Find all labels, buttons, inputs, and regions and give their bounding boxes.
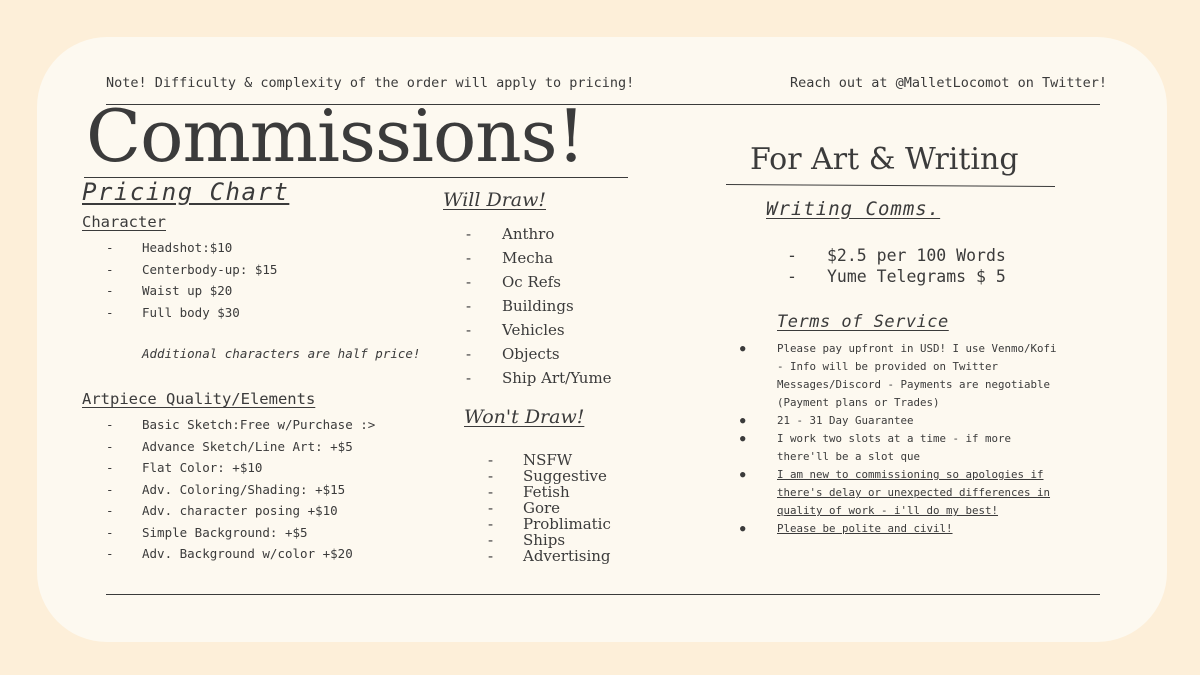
difficulty-note: Note! Difficulty & complexity of the order will apply to pricing! [106, 75, 635, 91]
tos-item-text: Please be polite and civil! [777, 522, 953, 535]
pricing-heading: Pricing Chart [82, 178, 290, 206]
dash-marker: - [488, 531, 494, 549]
wont-draw-item [488, 499, 688, 515]
quality-price-list [106, 417, 426, 568]
tos-item [740, 340, 1080, 412]
will-draw-item-text: Mecha [502, 249, 554, 267]
bottom-divider [106, 594, 1100, 595]
wont-draw-item [488, 547, 688, 563]
dash-marker: - [488, 499, 494, 517]
will-draw-item-text: Buildings [502, 297, 574, 315]
quality-price-item [106, 546, 426, 568]
character-price-item [106, 283, 426, 305]
character-price-item-text: Waist up $20 [142, 283, 233, 298]
will-draw-item [466, 297, 666, 321]
will-draw-list [466, 225, 666, 393]
dash-marker: - [466, 273, 472, 291]
dash-marker: - [488, 451, 494, 469]
will-draw-item [466, 273, 666, 297]
wont-draw-list [488, 451, 688, 563]
will-draw-item-text: Oc Refs [502, 273, 561, 291]
tos-item-text: 21 - 31 Day Guarantee [777, 414, 914, 427]
tos-item-text: I am new to commissioning so apologies if there's delay or unexpected differences in quality of work - i'll do my best! [777, 468, 1051, 517]
dash-marker: - [466, 321, 472, 339]
tos-item [740, 520, 1080, 538]
quality-price-item [106, 417, 426, 439]
quality-heading: Artpiece Quality/Elements [82, 390, 316, 408]
dash-marker: - [106, 503, 114, 518]
bullet-icon: ● [740, 416, 746, 426]
dash-marker: - [106, 417, 114, 432]
tos-item [740, 466, 1080, 520]
quality-price-item [106, 482, 426, 504]
quality-price-item [106, 439, 426, 461]
character-heading: Character [82, 213, 166, 231]
wont-draw-item-text: Ships [523, 531, 566, 549]
quality-price-item [106, 503, 426, 525]
dash-marker: - [488, 547, 494, 565]
will-draw-item [466, 345, 666, 369]
dash-marker: - [106, 438, 114, 454]
wont-draw-item [488, 531, 688, 547]
tos-item-text: Please pay upfront in USD! I use Venmo/Kofi - Info will be provided on Twitter Messages/Discord - Payments are negotiable (Payment plans or Trades) [777, 342, 1057, 409]
dash-marker: - [106, 261, 114, 277]
wont-draw-heading: Won't Draw! [464, 406, 585, 428]
quality-price-item [106, 525, 426, 547]
dash-marker: - [466, 249, 472, 267]
wont-draw-item-text: NSFW [523, 451, 573, 469]
dash-marker: - [106, 240, 114, 255]
dash-marker: - [106, 460, 114, 475]
dash-marker: - [466, 369, 472, 387]
will-draw-item [466, 225, 666, 249]
dash-marker: - [466, 225, 472, 243]
quality-price-item-text: Advance Sketch/Line Art: +$5 [142, 438, 353, 454]
quality-price-item-text: Flat Color: +$10 [142, 460, 263, 475]
will-draw-item [466, 369, 666, 393]
page-subtitle: For Art & Writing [750, 142, 1019, 177]
will-draw-heading: Will Draw! [443, 189, 547, 211]
character-price-item-text: Centerbody-up: $15 [142, 261, 278, 277]
character-price-item [106, 262, 426, 284]
wont-draw-item-text: Advertising [523, 547, 611, 565]
will-draw-item-text: Vehicles [502, 321, 565, 339]
dash-marker: - [787, 246, 797, 265]
bullet-icon: ● [740, 344, 746, 354]
will-draw-item-text: Anthro [502, 225, 555, 243]
tos-item [740, 430, 1080, 466]
dash-marker: - [488, 483, 494, 501]
wont-draw-item [488, 451, 688, 467]
dash-marker: - [466, 345, 472, 363]
wont-draw-item [488, 515, 688, 531]
writing-price-item-text: Yume Telegrams $ 5 [827, 267, 1006, 286]
bullet-icon: ● [740, 470, 746, 480]
will-draw-item-text: Objects [502, 345, 560, 363]
dash-marker: - [106, 283, 114, 298]
writing-heading: Writing Comms. [766, 198, 941, 220]
dash-marker: - [488, 467, 494, 485]
dash-marker: - [106, 304, 114, 320]
page-title: Commissions! [86, 94, 585, 178]
bullet-icon: ● [740, 434, 746, 444]
wont-draw-item [488, 467, 688, 483]
quality-price-item-text: Adv. character posing +$10 [142, 503, 338, 518]
quality-price-item-text: Adv. Coloring/Shading: +$15 [142, 481, 346, 497]
quality-price-item-text: Adv. Background w/color +$20 [142, 546, 353, 561]
character-price-list [106, 240, 426, 326]
dash-marker: - [466, 297, 472, 315]
wont-draw-item-text: Problimatic [523, 515, 611, 533]
writing-price-item [787, 267, 1087, 288]
tos-list [740, 340, 1080, 538]
wont-draw-item-text: Gore [523, 499, 561, 517]
wont-draw-item-text: Fetish [523, 483, 570, 501]
wont-draw-item [488, 483, 688, 499]
additional-characters-note: Additional characters are half price! [142, 346, 421, 361]
writing-price-item [787, 246, 1087, 267]
character-price-item [106, 305, 426, 327]
contact-note: Reach out at @MalletLocomot on Twitter! [790, 75, 1107, 91]
quality-price-item [106, 460, 426, 482]
dash-marker: - [106, 481, 114, 497]
character-price-item [106, 240, 426, 262]
character-price-item-text: Headshot:$10 [142, 240, 233, 255]
quality-price-item-text: Basic Sketch:Free w/Purchase :> [142, 417, 376, 432]
will-draw-item-text: Ship Art/Yume [502, 369, 612, 387]
quality-price-item-text: Simple Background: +$5 [142, 524, 308, 540]
will-draw-item [466, 321, 666, 345]
tos-item [740, 412, 1080, 430]
character-price-item-text: Full body $30 [142, 304, 240, 320]
will-draw-item [466, 249, 666, 273]
dash-marker: - [106, 524, 114, 540]
dash-marker: - [787, 267, 797, 286]
bullet-icon: ● [740, 524, 746, 534]
dash-marker: - [106, 546, 114, 561]
tos-item-text: I work two slots at a time - if more there'll be a slot que [777, 432, 1012, 463]
tos-heading: Terms of Service [777, 312, 949, 332]
dash-marker: - [488, 515, 494, 533]
writing-price-item-text: $2.5 per 100 Words [827, 246, 1006, 265]
writing-price-list [787, 246, 1087, 288]
wont-draw-item-text: Suggestive [523, 467, 607, 485]
